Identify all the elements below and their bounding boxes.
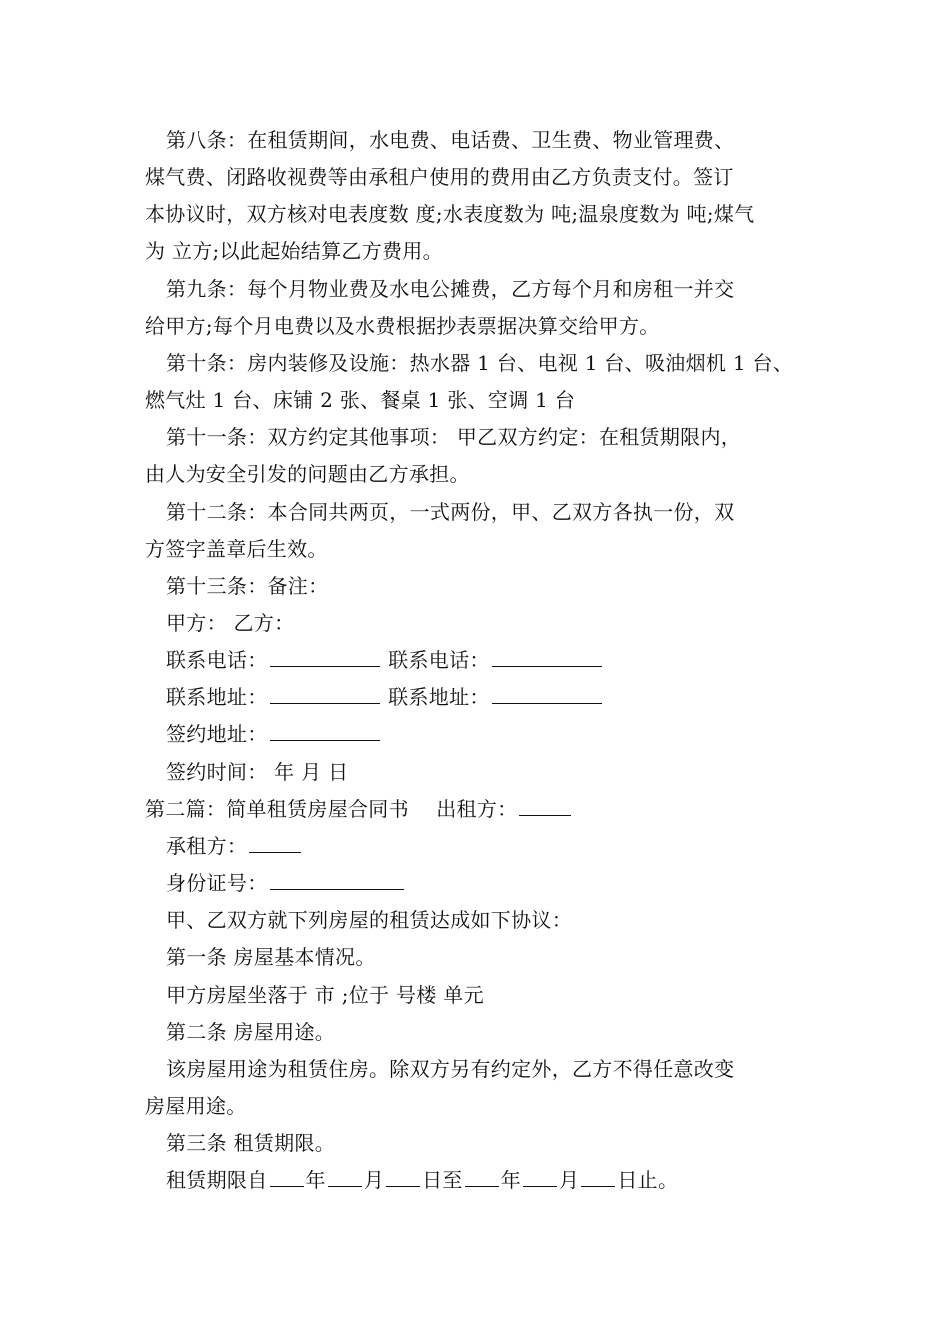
article-2-body-line-2: 房屋用途。 [145, 1094, 247, 1118]
contact-phone-blank-a [270, 648, 380, 667]
article-9-line-1: 第九条：每个月物业费及水电公摊费，乙方每个月和房租一并交 [166, 277, 735, 301]
article-10-line-2: 燃气灶 1 台、床铺 2 张、餐桌 1 张、空调 1 台 [145, 388, 576, 412]
article-3-heading: 第三条 租赁期限。 [166, 1131, 336, 1155]
term-year2: 年 [500, 1168, 522, 1192]
contact-address-row [166, 681, 604, 710]
article-12-line-1: 第十二条：本合同共两页，一式两份，甲、乙双方各执一份，双 [166, 500, 735, 524]
article-12-line-2: 方签字盖章后生效。 [145, 537, 328, 561]
term-month-blank [328, 1168, 362, 1187]
term-month2-blank [523, 1168, 557, 1187]
lessor-label: 出租方： [436, 797, 518, 821]
term-year2-blank [465, 1168, 499, 1187]
contact-phone-row [166, 644, 604, 673]
lessee-blank [249, 834, 301, 853]
term-year: 年 [305, 1168, 326, 1192]
term-month: 月 [363, 1168, 385, 1192]
article-11-line-1: 第十一条：双方约定其他事项： 甲乙双方约定：在租赁期限内， [166, 425, 742, 449]
contact-phone-label-b: 联系电话： [388, 648, 490, 672]
lessee-label: 承租方： [166, 834, 248, 858]
article-8-line-3: 本协议时，双方核对电表度数 度;水表度数为 吨;温泉度数为 吨;煤气 [145, 202, 755, 226]
id-label: 身份证号： [166, 871, 268, 895]
sign-address-row [166, 718, 382, 747]
lessor-blank [519, 797, 571, 816]
part2-header-row [145, 793, 573, 822]
id-blank [270, 871, 404, 890]
agreement-intro: 甲、乙双方就下列房屋的租赁达成如下协议： [166, 908, 572, 932]
sign-address-label: 签约地址： [166, 722, 268, 746]
contact-address-blank-a [270, 685, 380, 704]
article-1-body: 甲方房屋坐落于 市 ;位于 号楼 单元 [166, 983, 484, 1007]
term-end: 日止。 [617, 1168, 679, 1192]
term-day-blank [386, 1168, 420, 1187]
article-2-heading: 第二条 房屋用途。 [166, 1020, 336, 1044]
term-day2-blank [581, 1168, 615, 1187]
article-8-line-1: 第八条：在租赁期间，水电费、电话费、卫生费、物业管理费、 [166, 128, 735, 152]
lease-term-row [166, 1164, 678, 1193]
party-labels: 甲方： 乙方： [166, 611, 295, 635]
term-month2: 月 [559, 1168, 580, 1192]
article-9-line-2: 给甲方;每个月电费以及水费根据抄表票据决算交给甲方。 [145, 314, 660, 338]
contact-address-label-a: 联系地址： [166, 685, 268, 709]
article-2-body-line-1: 该房屋用途为租赁住房。除双方另有约定外，乙方不得任意改变 [166, 1057, 735, 1081]
article-13: 第十三条：备注： [166, 574, 329, 598]
article-8-line-2: 煤气费、闭路收视费等由承租户使用的费用由乙方负责支付。签订 [145, 165, 734, 189]
article-11-line-2: 由人为安全引发的问题由乙方承担。 [145, 462, 470, 486]
term-year-blank [270, 1168, 304, 1187]
contact-phone-label-a: 联系电话： [166, 648, 268, 672]
id-row [166, 867, 406, 896]
sign-address-blank [270, 722, 380, 741]
article-10-line-1: 第十条：房内装修及设施：热水器 1 台、电视 1 台、吸油烟机 1 台、 [166, 351, 794, 375]
lessee-row [166, 830, 303, 859]
contact-address-blank-b [492, 685, 602, 704]
term-prefix: 租赁期限自 [166, 1168, 268, 1192]
contact-phone-blank-b [492, 648, 602, 667]
part2-title: 第二篇：简单租赁房屋合同书 [145, 797, 409, 821]
contact-address-label-b: 联系地址： [388, 685, 490, 709]
article-1-heading: 第一条 房屋基本情况。 [166, 945, 376, 969]
article-8-line-4: 为 立方;以此起始结算乙方费用。 [145, 239, 443, 263]
sign-time: 签约时间： 年 月 日 [166, 760, 349, 784]
term-day-to: 日至 [422, 1168, 463, 1192]
